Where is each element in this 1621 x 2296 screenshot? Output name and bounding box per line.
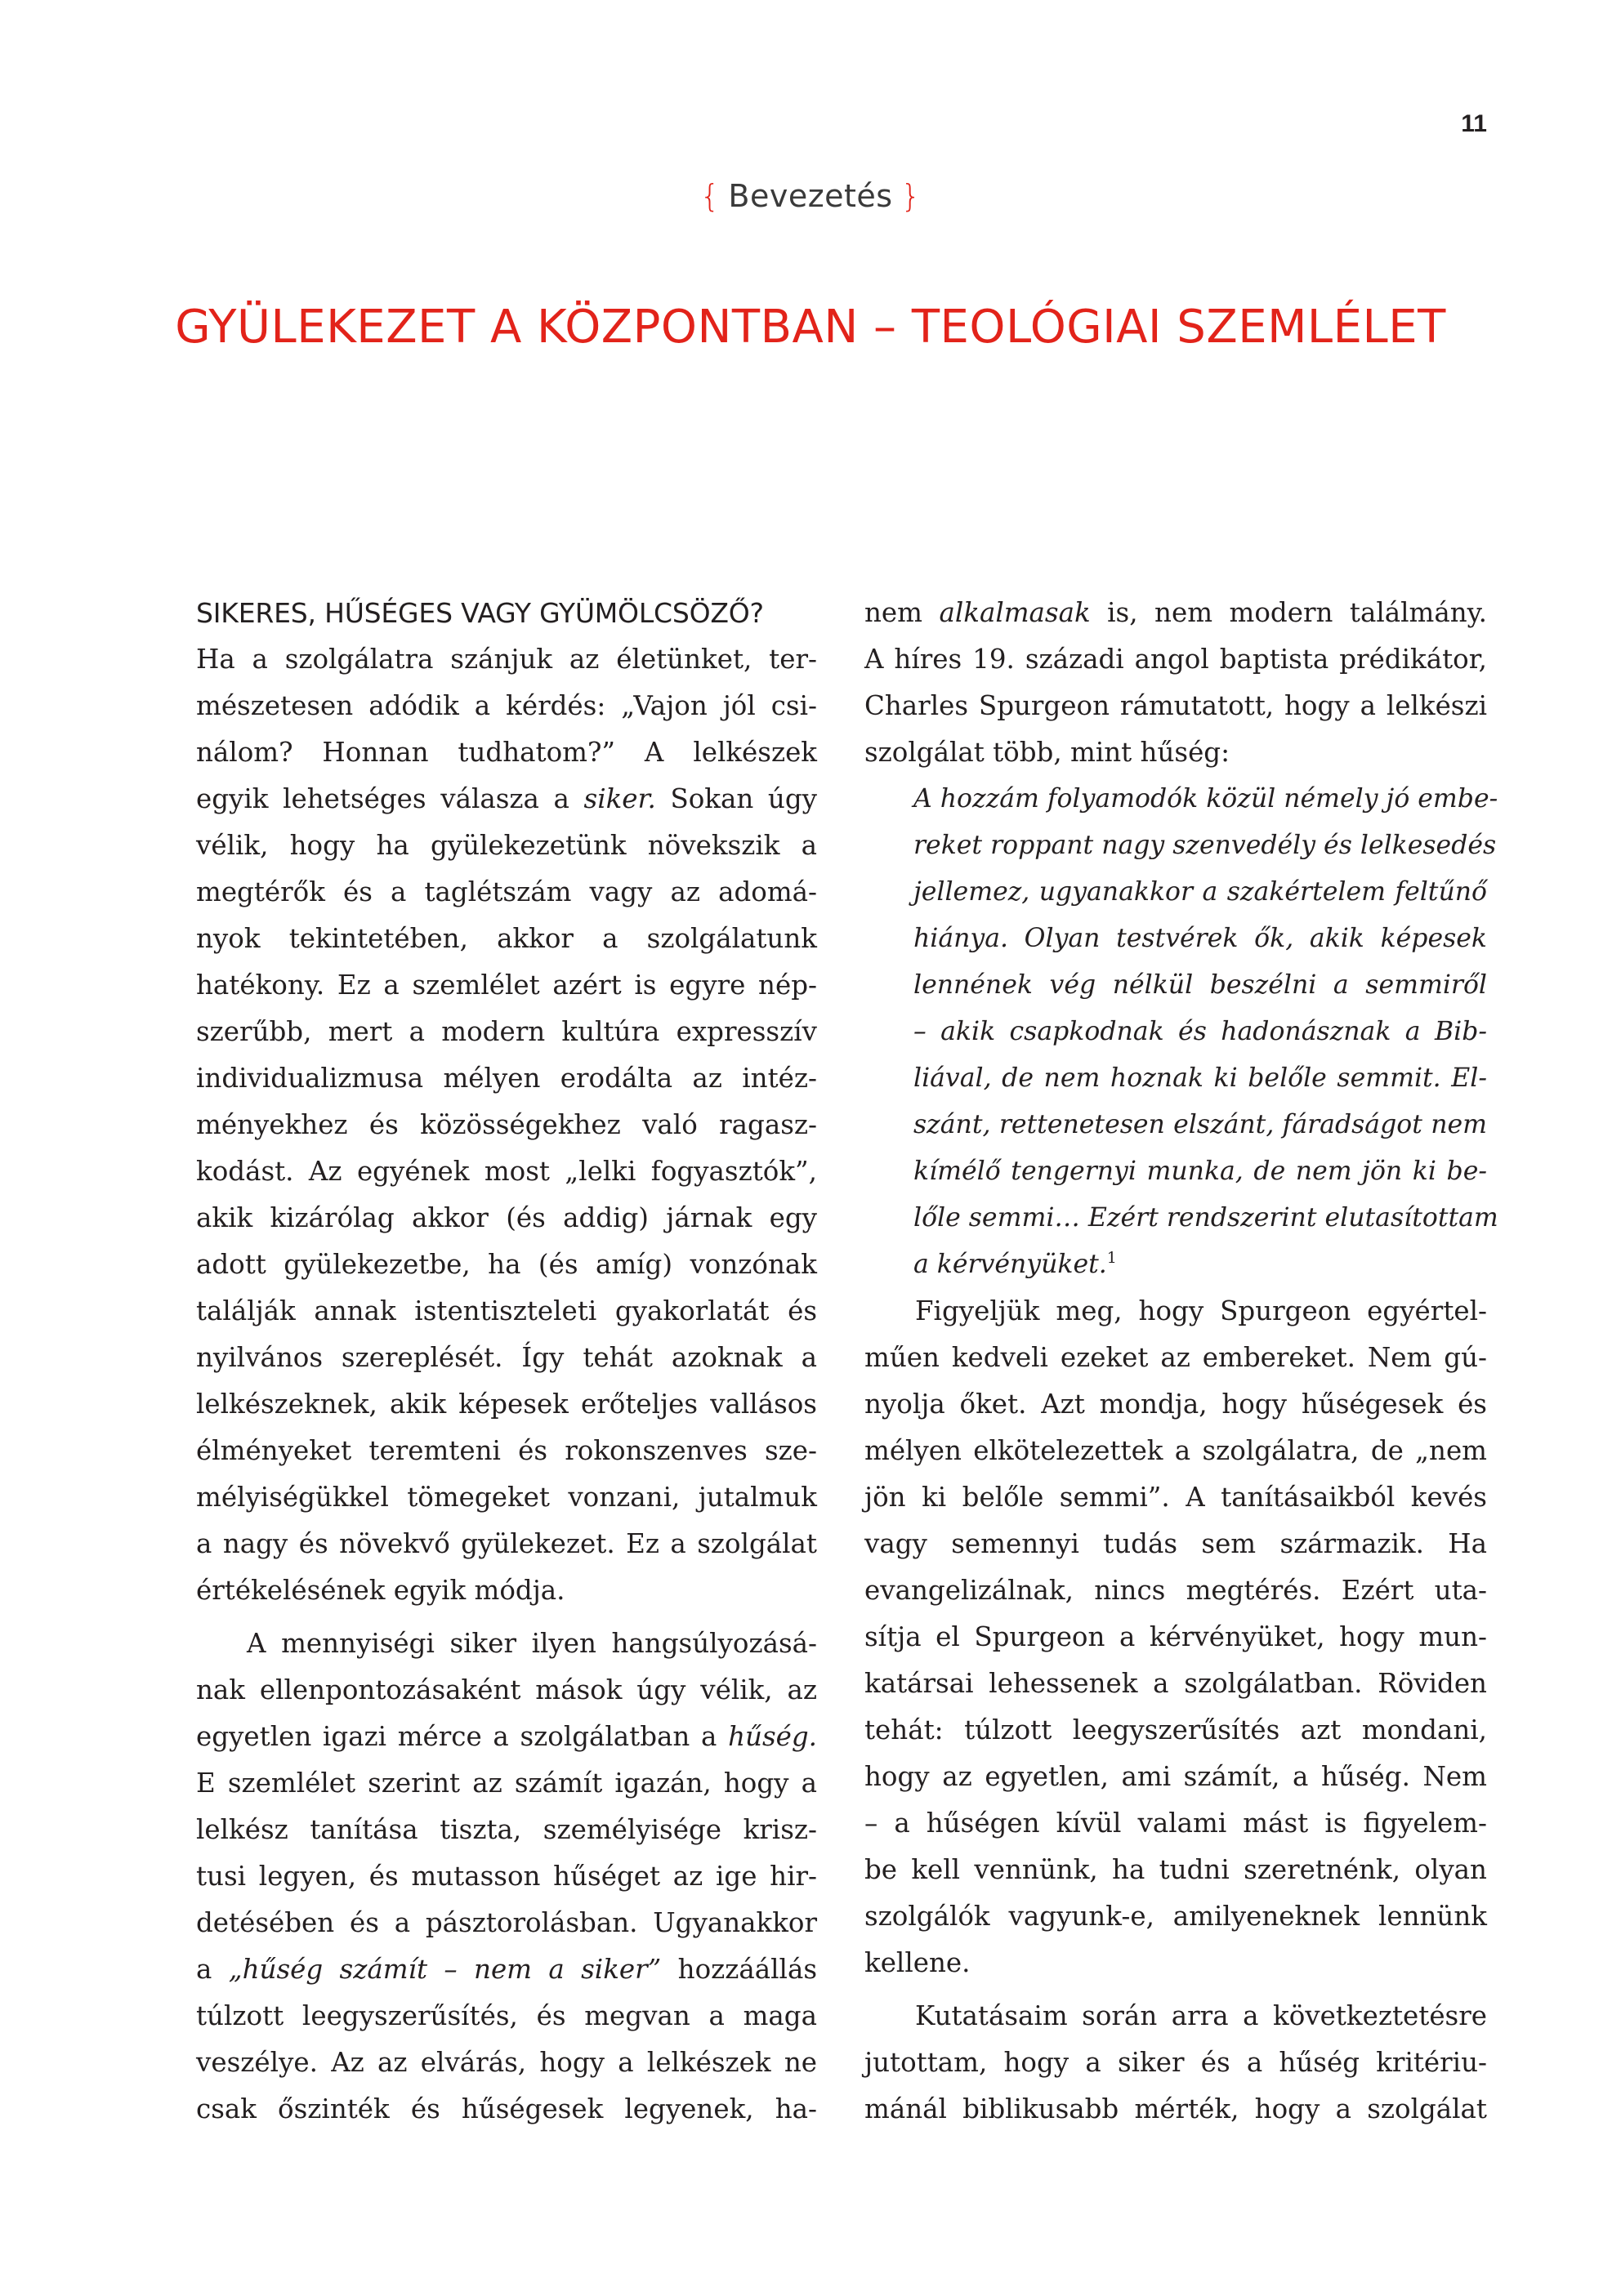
quote-line: – akik csapkodnak és hadonásznak a Bib-	[913, 1017, 1487, 1046]
text-line: műen kedveli ezeket az embereket. Nem gú-	[864, 1342, 1487, 1373]
text-line: a nagy és növekvő gyülekezet. Ez a szolgálat	[196, 1528, 817, 1559]
open-brace: {	[699, 178, 721, 214]
text-line: be kell vennünk, ha tudni szeretnénk, olyan	[864, 1854, 1487, 1885]
quote-line: A hozzám folyamodók közül némely jó embe-	[913, 784, 1498, 814]
text-line: élményeket teremteni és rokonszenves sze-	[196, 1435, 817, 1466]
paragraph-2	[196, 1621, 817, 2133]
text-line: szolgálók vagyunk-e, amilyeneknek lennünk	[864, 1901, 1487, 1932]
text-line: – a hűségen kívül valami mást is figyelem-	[864, 1808, 1487, 1839]
text-line: mészetesen adódik a kérdés: „Vajon jól csi-	[196, 690, 817, 721]
text-line: szolgálat több, mint hűség:	[864, 737, 1230, 768]
text-line: nálom? Honnan tudhatom?” A lelkészek	[196, 737, 817, 768]
text-line: sítja el Spurgeon a kérvényüket, hogy mun-	[864, 1621, 1487, 1652]
text-line: individualizmusa mélyen erodálta az intéz-	[196, 1063, 817, 1094]
text-line: egyik lehetséges válasza a siker. Sokan úgy	[196, 783, 818, 814]
text-line: Kutatásaim során arra a következtetésre	[915, 2000, 1487, 2031]
quote-line: kímélő tengernyi munka, de nem jön ki be-	[913, 1157, 1487, 1186]
text-line: katársai lehessenek a szolgálatban. Röviden	[864, 1668, 1487, 1699]
text-line: adott gyülekezetbe, ha (és amíg) vonzónak	[196, 1249, 817, 1280]
text-line: lelkészeknek, akik képesek erőteljes vallásos	[196, 1389, 817, 1420]
text-line: Charles Spurgeon rámutatott, hogy a lelkészi	[864, 690, 1487, 721]
text-line: vagy semennyi tudás sem származik. Ha	[864, 1528, 1487, 1559]
paragraph-3	[864, 1288, 1487, 1986]
text-line: mánál biblikusabb mérték, hogy a szolgálat	[864, 2093, 1487, 2124]
text-line: evangelizálnak, nincs megtérés. Ezért uta-	[864, 1575, 1487, 1606]
text-line: veszélye. Az az elvárás, hogy a lelkészek ne	[196, 2047, 817, 2078]
text-line: a „hűség számít – nem a siker” hozzáállás	[196, 1954, 817, 1985]
paragraph-4	[864, 1993, 1487, 2133]
text-line: értékelésének egyik módja.	[196, 1575, 565, 1606]
text-line: mélyen elkötelezettek a szolgálatra, de „nem	[864, 1435, 1487, 1466]
text-line: hogy az egyetlen, ami számít, a hűség. Nem	[864, 1761, 1487, 1792]
text-line: lelkész tanítása tiszta, személyisége krisz-	[196, 1814, 817, 1845]
close-brace: }	[900, 178, 922, 214]
quote-line: reket roppant nagy szenvedély és lelkesedés	[913, 831, 1497, 860]
section-label-text: Bevezetés	[728, 178, 893, 214]
footnote-marker[interactable]: 1	[1106, 1249, 1117, 1267]
text-line: Figyeljük meg, hogy Spurgeon egyértel-	[915, 1295, 1487, 1326]
text-line: egyetlen igazi mérce a szolgálatban a hűség.	[196, 1721, 817, 1752]
text-line: csak őszinték és hűségesek legyenek, ha-	[196, 2093, 817, 2124]
text-line: akik kizárólag akkor (és addig) járnak egy	[196, 1202, 817, 1233]
quote-line: lennének vég nélkül beszélni a semmiről	[913, 970, 1487, 1000]
text-line: nyok tekintetében, akkor a szolgálatunk	[196, 923, 817, 954]
text-line: hatékony. Ez a szemlélet azért is egyre nép-	[196, 970, 817, 1001]
text-line: szerűbb, mert a modern kultúra expresszív	[196, 1016, 817, 1047]
paragraph-continuation	[864, 590, 1487, 776]
text-line: találják annak istentiszteleti gyakorlatát és	[196, 1295, 817, 1326]
section-label	[0, 178, 1621, 214]
text-line: vélik, hogy ha gyülekezetünk növekszik a	[196, 830, 817, 861]
text-line: nem alkalmasak is, nem modern találmány.	[864, 597, 1487, 628]
text-line: megtérők és a taglétszám vagy az adomá-	[196, 876, 817, 907]
page-number: 11	[1461, 110, 1487, 137]
chapter-title: GYÜLEKEZET A KÖZPONTBAN – TEOLÓGIAI SZEMLÉLET	[175, 300, 1446, 354]
text-line: túlzott leegyszerűsítés, és megvan a maga	[196, 2000, 817, 2031]
quote-line: hiánya. Olyan testvérek ők, akik képesek	[913, 924, 1487, 953]
text-line: E szemlélet szerint az számít igazán, hogy a	[196, 1768, 817, 1799]
quote-line: szánt, rettenetesen elszánt, fáradságot nem	[913, 1110, 1487, 1139]
text-line: ményekhez és közösségekhez való ragasz-	[196, 1109, 817, 1140]
right-column	[864, 590, 1498, 2133]
text-line: tehát: túlzott leegyszerűsítés azt mondani,	[864, 1714, 1487, 1745]
text-line: mélyiségükkel tömegeket vonzani, jutalmuk	[196, 1482, 817, 1513]
quote-line: jellemez, ugyanakkor a szakértelem feltűnő	[913, 877, 1487, 907]
quote-line: liával, de nem hoznak ki belőle semmit. El-	[913, 1063, 1487, 1093]
quote-line: lőle semmi… Ezért rendszerint elutasítottam	[913, 1203, 1498, 1233]
text-line: A mennyiségi siker ilyen hangsúlyozásá-	[247, 1628, 817, 1659]
subsection-heading: SIKERES, HŰSÉGES VAGY GYÜMÖLCSÖZŐ?	[196, 597, 764, 629]
paragraph-1	[196, 636, 817, 1614]
left-column	[196, 590, 817, 2133]
text-line: kellene.	[864, 1947, 971, 1978]
text-line: nyolja őket. Azt mondja, hogy hűségesek és	[864, 1389, 1487, 1420]
text-line: A híres 19. századi angol baptista prédikátor,	[864, 644, 1487, 675]
quote-line-last	[864, 1242, 1487, 1288]
text-line: Ha a szolgálatra szánjuk az életünket, ter-	[196, 644, 817, 675]
text-line: kodást. Az egyének most „lelki fogyasztók”,	[196, 1156, 817, 1187]
text-line: jutottam, hogy a siker és a hűség kritériu-	[864, 2047, 1487, 2078]
quote-end-text: a kérvényüket.	[913, 1250, 1107, 1279]
text-line: jön ki belőle semmi”. A tanításaikból kevés	[864, 1482, 1487, 1513]
text-line: nak ellenpontozásaként mások úgy vélik, az	[196, 1674, 817, 1705]
text-line: tusi legyen, és mutasson hűséget az ige hir-	[196, 1861, 817, 1892]
text-line: nyilvános szereplését. Így tehát azoknak a	[196, 1342, 817, 1373]
text-line: detésében és a pásztorolásban. Ugyanakkor	[196, 1907, 817, 1938]
block-quote	[864, 776, 1498, 1288]
